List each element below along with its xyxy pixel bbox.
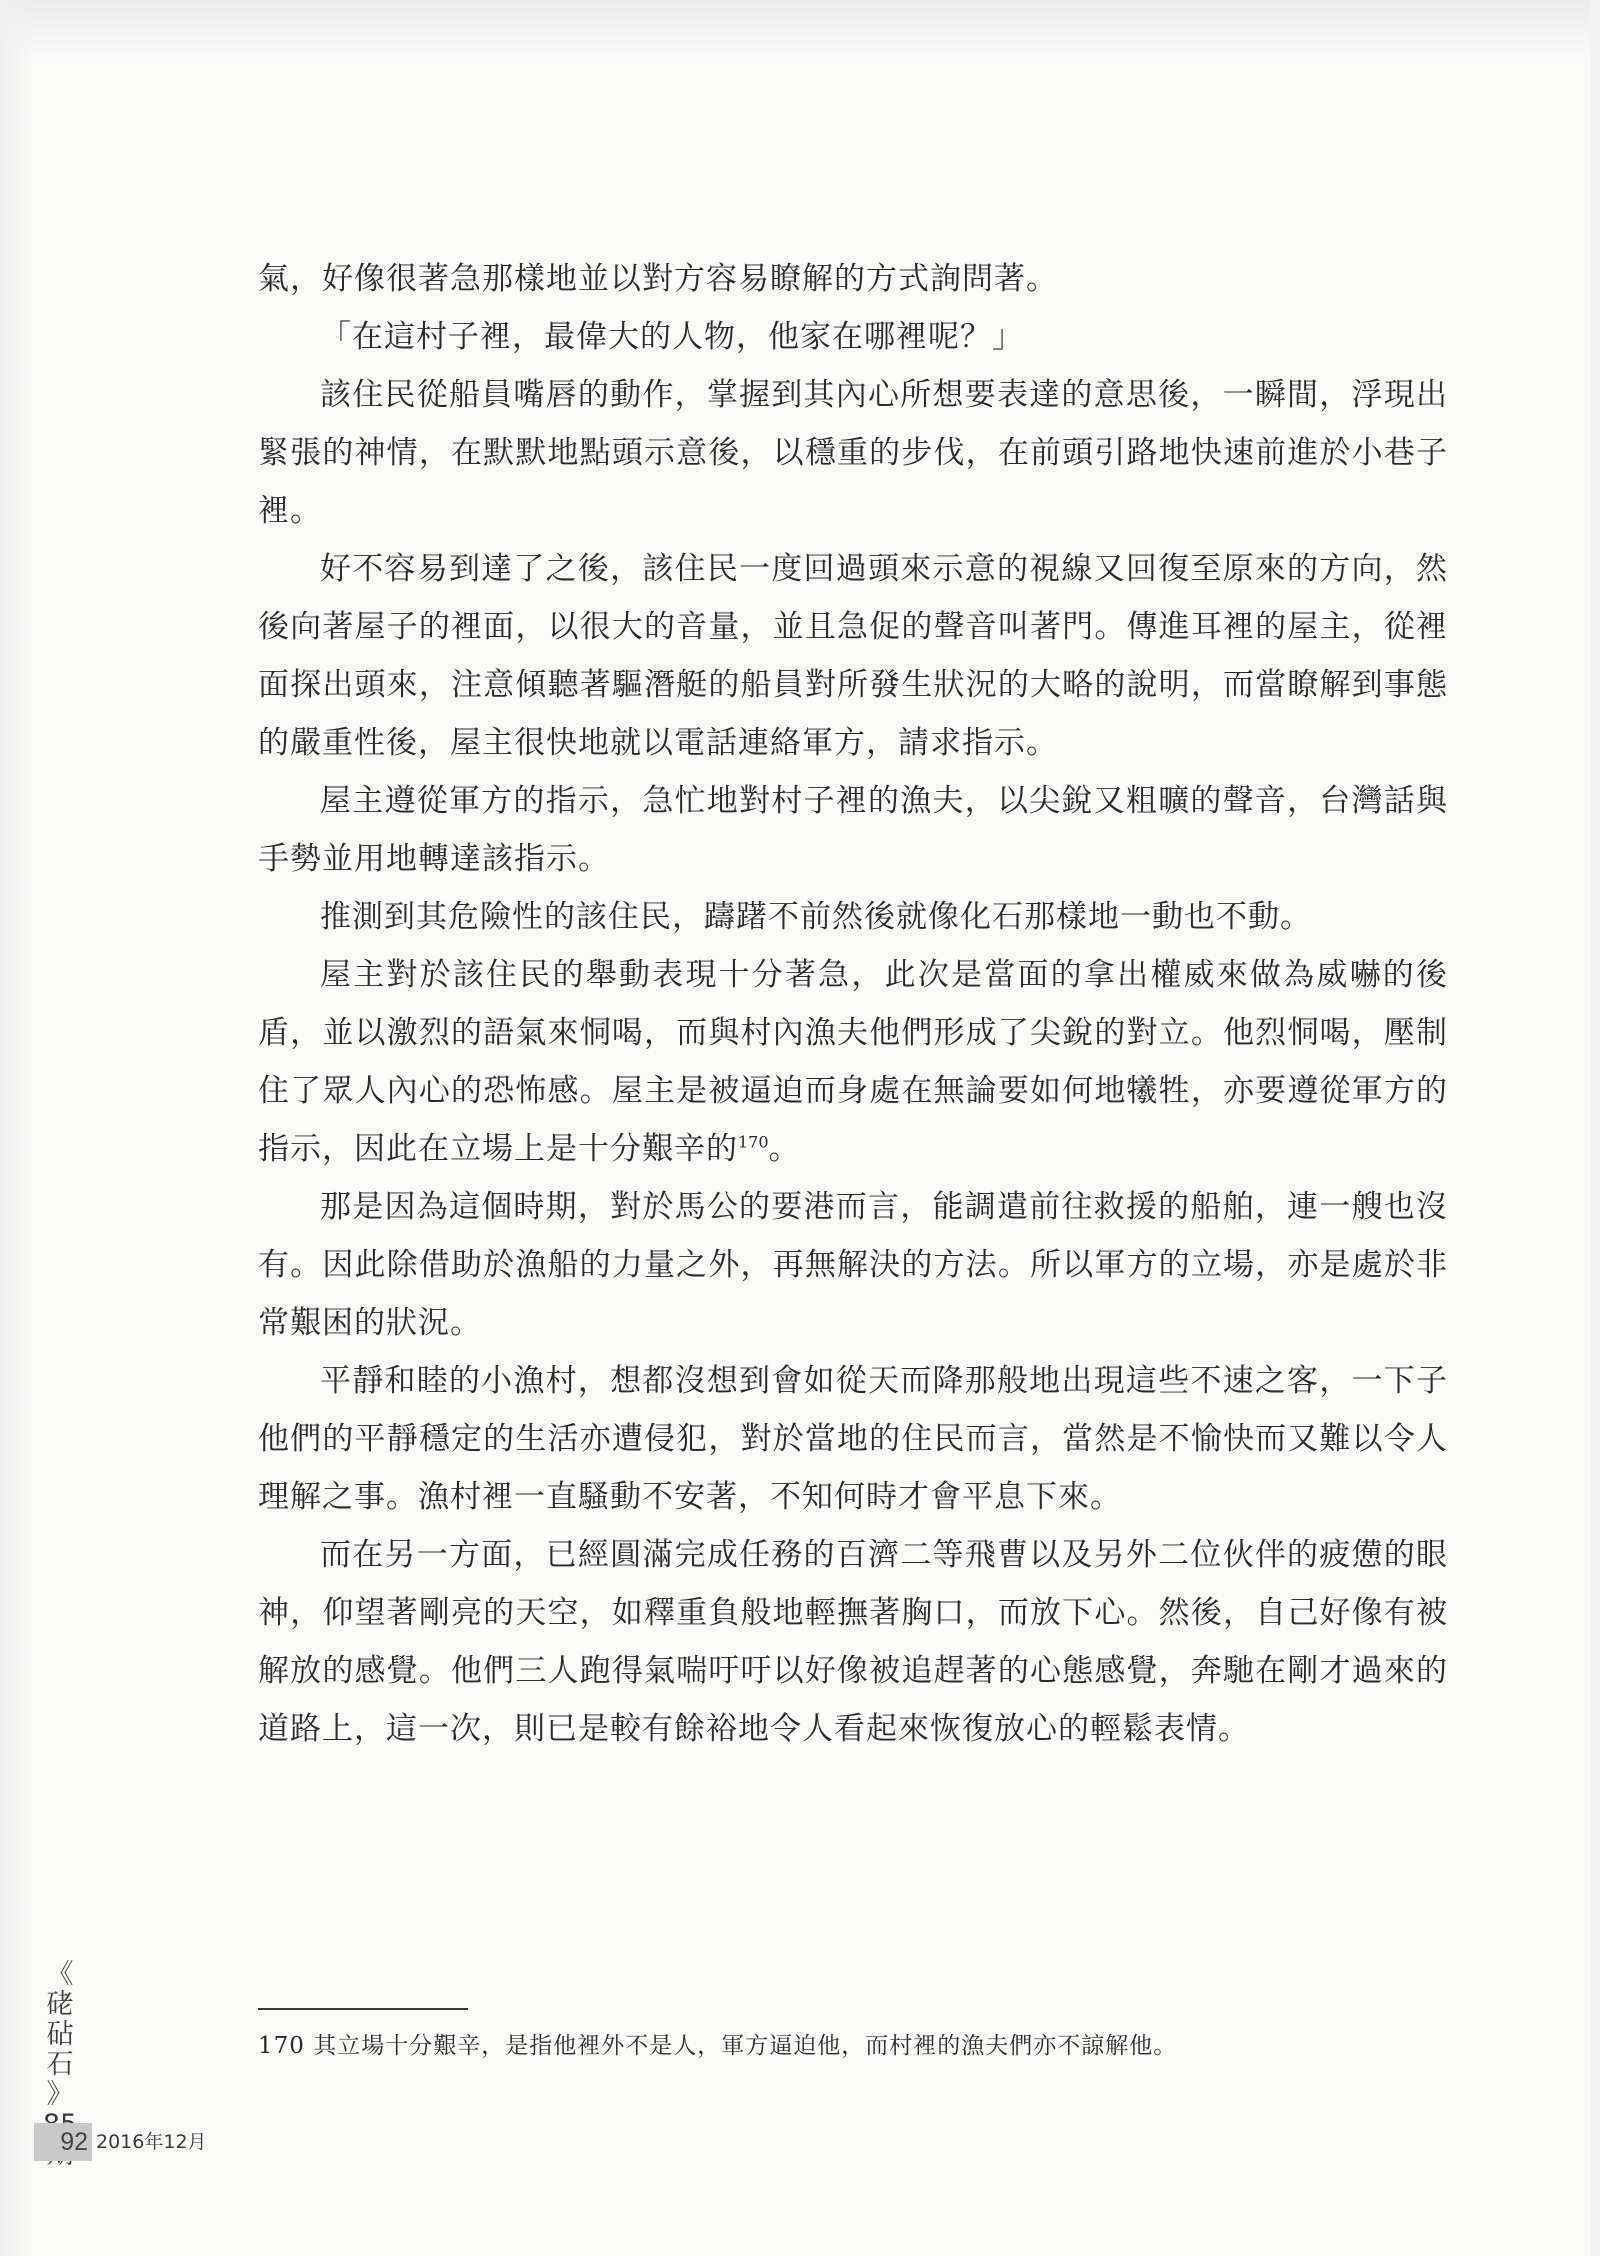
body-text: [258, 250, 1448, 1758]
page-number: 92: [34, 2123, 92, 2161]
paragraph: 好不容易到達了之後，該住民一度回過頭來示意的視線又回復至原來的方向，然後向著屋子的裡面，以很大的音量，並且急促的聲音叫著門。傳進耳裡的屋主，從裡面探出頭來，注意傾聽著驅潛艇的船員對所發生狀況的大略的說明，而當瞭解到事態的嚴重性後，屋主很快地就以電話連絡軍方，請求指示。: [258, 551, 1448, 761]
scan-top-shadow: [0, 0, 1600, 60]
issue-date: 2016年12月: [96, 2131, 207, 2153]
footnote: 170 其立場十分艱辛，是指他裡外不是人，軍方逼迫他，而村裡的漁夫們亦不諒解他。: [258, 2033, 1178, 2059]
paragraph: 推測到其危險性的該住民，躊躇不前然後就像化石那樣地一動也不動。: [320, 899, 1312, 935]
paragraph: 那是因為這個時期，對於馬公的要港而言，能調遣前往救援的船舶，連一艘也沒有。因此除借助於漁船的力量之外，再無解決的方法。所以軍方的立場，亦是處於非常艱困的狀況。: [258, 1189, 1448, 1341]
scan-left-shadow: [0, 0, 34, 2256]
journal-char: 》: [46, 2079, 74, 2110]
paragraph: 氣，好像很著急那樣地並以對方容易瞭解的方式詢問著。: [258, 261, 1058, 297]
paragraph-with-footnote: [258, 946, 1448, 1178]
paragraph: 而在另一方面，已經圓滿完成任務的百濟二等飛曹以及另外二位伙伴的疲憊的眼神，仰望著剛亮的天空，如釋重負般地輕撫著胸口，而放下心。然後，自己好像有被解放的感覺。他們三人跑得氣喘吁吁以好像被追趕著的心態感覺，奔馳在剛才過來的道路上，這一次，則已是較有餘裕地令人看起來恢復放心的輕鬆表情。: [258, 1537, 1448, 1747]
paragraph-tail: 。: [768, 1131, 801, 1167]
journal-char: 硓: [46, 1989, 74, 2020]
paragraph: 「在這村子裡，最偉大的人物，他家在哪裡呢？」: [320, 319, 1024, 355]
journal-char: 砧: [46, 2019, 74, 2050]
journal-char: 石: [46, 2049, 74, 2080]
footnote-divider: [258, 2008, 468, 2010]
paragraph: 屋主遵從軍方的指示，急忙地對村子裡的漁夫，以尖銳又粗曠的聲音，台灣話與手勢並用地轉達該指示。: [258, 783, 1448, 877]
journal-char: 《: [46, 1959, 74, 1990]
footnote-reference[interactable]: 170: [738, 1132, 769, 1152]
scan-right-edge: [1590, 0, 1600, 2256]
paragraph: 平靜和睦的小漁村，想都沒想到會如從天而降那般地出現這些不速之客，一下子他們的平靜穩定的生活亦遭侵犯，對於當地的住民而言，當然是不愉快而又難以令人理解之事。漁村裡一直騷動不安著，不知何時才會平息下來。: [258, 1363, 1448, 1515]
paragraph-text: 屋主對於該住民的舉動表現十分著急，此次是當面的拿出權威來做為威嚇的後盾，並以激烈的語氣來恫喝，而與村內漁夫他們形成了尖銳的對立。他烈恫喝，壓制住了眾人內心的恐怖感。屋主是被逼迫而身處在無論要如何地犧牲，亦要遵從軍方的指示，因此在立場上是十分艱辛的: [258, 957, 1448, 1167]
paragraph: 該住民從船員嘴唇的動作，掌握到其內心所想要表達的意思後，一瞬間，浮現出緊張的神情，在默默地點頭示意後，以穩重的步伐，在前頭引路地快速前進於小巷子裡。: [258, 377, 1448, 529]
